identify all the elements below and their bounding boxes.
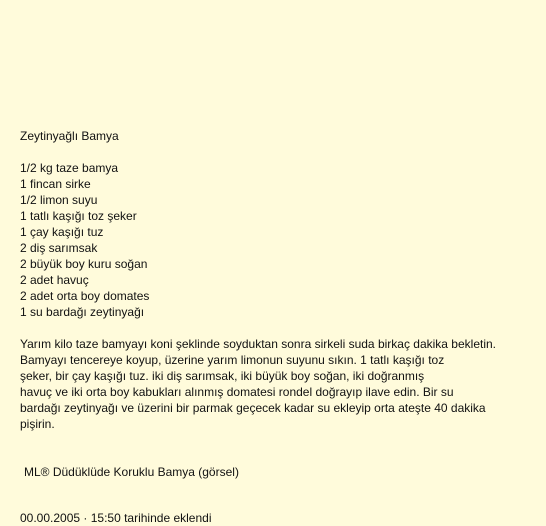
recipe-page: [20, 128, 520, 480]
instruction-line: Yarım kilo taze bamyayı koni şeklinde soyduktan sonra sirkeli suda birkaç dakika bekletin.: [20, 337, 497, 351]
instruction-line: bardağı zeytinyağı ve üzerini bir parmak geçecek kadar su ekleyip orta ateşte 40 dakika: [20, 401, 486, 415]
ingredient-item: 2 adet havuç: [20, 273, 89, 287]
ingredient-item: 1/2 kg taze bamya: [20, 161, 119, 175]
ingredient-item: 1 tatlı kaşığı toz şeker: [20, 209, 137, 223]
instruction-line: şeker, bir çay kaşığı tuz. iki diş sarımsak, iki büyük boy soğan, iki doğranmış: [20, 369, 425, 383]
ingredient-item: 2 diş sarımsak: [20, 241, 98, 255]
recipe-title: Zeytinyağlı Bamya: [20, 129, 119, 143]
instruction-line: Bamyayı tencereye koyup, üzerine yarım limonun suyunu sıkın. 1 tatlı kaşığı toz: [20, 353, 445, 367]
ingredient-item: 1 fincan sirke: [20, 177, 91, 191]
ingredient-item: 1 su bardağı zeytinyağı: [20, 305, 145, 319]
ingredient-list: [20, 160, 520, 320]
recipe-instructions: [20, 336, 512, 432]
instruction-line: pişirin.: [20, 417, 55, 431]
instruction-line: havuç ve iki orta boy kabukları alınmış domatesi rondel doğrayıp ilave edin. Bir su: [20, 385, 454, 399]
ingredient-item: 2 adet orta boy domates: [20, 289, 150, 303]
ingredient-item: 1/2 limon suyu: [20, 193, 98, 207]
ingredient-item: 1 çay kaşığı tuz: [20, 225, 104, 239]
related-recipe-link[interactable]: ML® Düdüklüde Koruklu Bamya (görsel): [24, 465, 239, 479]
ingredient-item: 2 büyük boy kuru soğan: [20, 257, 148, 271]
added-date-text: 00.00.2005 · 15:50 tarihinde eklendi: [20, 511, 212, 525]
